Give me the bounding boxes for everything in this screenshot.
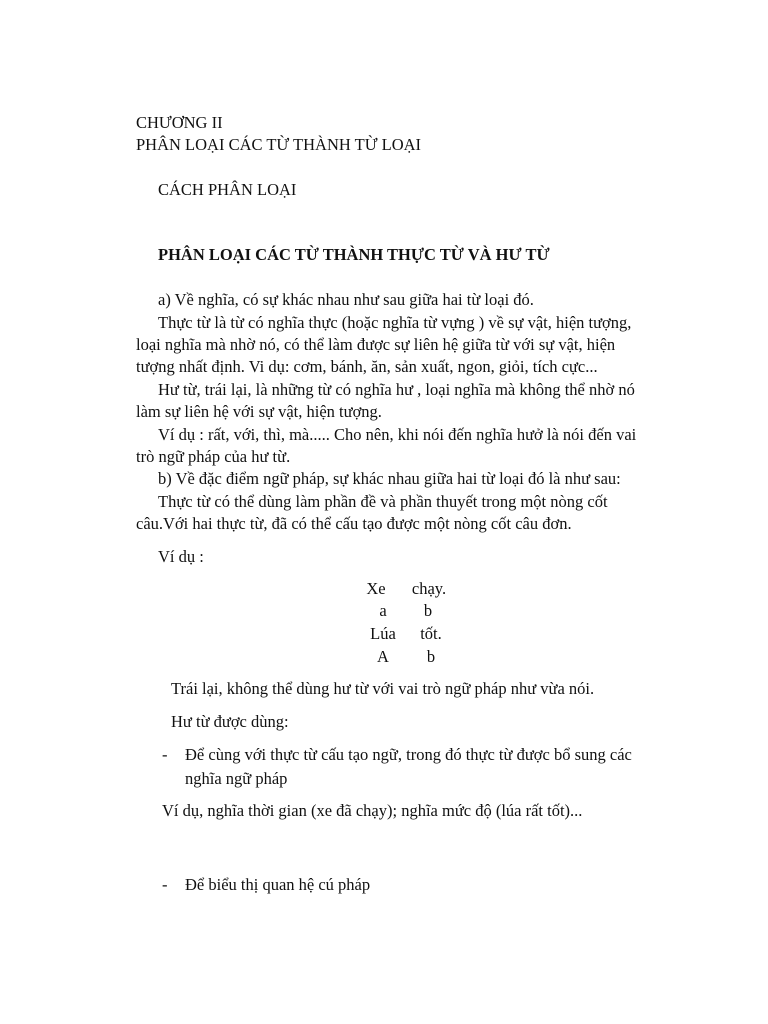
paragraph-vidu-line-2: trò ngữ pháp của hư từ. — [136, 447, 291, 466]
section-subheading: PHÂN LOẠI CÁC TỪ THÀNH THỰC TỪ VÀ HƯ TỪ — [158, 245, 550, 264]
paragraph-hu-tu-line-2: làm sự liên hệ với sự vật, hiện tượng. — [136, 402, 382, 421]
example-role: A — [377, 647, 389, 666]
paragraph-hu-tu-duoc-dung: Hư từ được dùng: — [171, 712, 289, 731]
bullet-1-line-1: Để cùng với thực từ cấu tạo ngữ, trong đó thực từ được bổ sung các — [185, 745, 632, 764]
paragraph-trai-lai: Trái lại, không thể dùng hư từ với vai trò ngữ pháp như vừa nói. — [171, 679, 595, 698]
example-word: Lúa — [370, 624, 396, 643]
paragraph-a-intro: a) Về nghĩa, có sự khác nhau như sau giữa hai từ loại đó. — [158, 290, 534, 309]
paragraph-vidu-nghia: Ví dụ, nghĩa thời gian (xe đã chạy); nghĩa mức độ (lúa rất tốt)... — [162, 801, 583, 820]
bullet-marker: - — [162, 745, 168, 764]
section-heading: CÁCH PHÂN LOẠI — [158, 180, 297, 199]
example-role: b — [426, 647, 436, 666]
bullet-marker: - — [162, 875, 168, 894]
paragraph-vidu-line-1: Ví dụ : rất, với, thì, mà..... Cho nên, khi nói đến nghĩa hưở là nói đến vai — [158, 425, 637, 444]
example-role: a — [379, 601, 387, 620]
example-word: chạy. — [411, 579, 447, 598]
chapter-title: PHÂN LOẠI CÁC TỪ THÀNH TỪ LOẠI — [136, 135, 422, 154]
example-label: Ví dụ : — [158, 547, 204, 566]
example-word: tốt. — [420, 624, 442, 643]
paragraph-b-intro: b) Về đặc điểm ngữ pháp, sự khác nhau giữa hai từ loại đó là như sau: — [158, 469, 621, 488]
example-word: Xe — [366, 579, 386, 598]
example-role: b — [423, 601, 433, 620]
paragraph-b-line-1: Thực từ có thể dùng làm phần đề và phần thuyết trong một nòng cốt — [158, 492, 608, 511]
paragraph-thuc-tu-line-3: tượng nhất định. Vi dụ: cơm, bánh, ăn, sản xuất, ngon, giỏi, tích cực... — [136, 357, 598, 376]
paragraph-b-line-2: câu.Với hai thực từ, đã có thể cấu tạo được một nòng cốt câu đơn. — [136, 514, 572, 533]
paragraph-hu-tu-line-1: Hư từ, trái lại, là những từ có nghĩa hư , loại nghĩa mà không thể nhờ nó — [158, 380, 635, 399]
paragraph-thuc-tu-line-1: Thực từ là từ có nghĩa thực (hoặc nghĩa từ vựng ) về sự vật, hiện tượng, — [158, 313, 632, 332]
chapter-number: CHƯƠNG II — [136, 113, 223, 132]
bullet-2-line: Để biểu thị quan hệ cú pháp — [185, 875, 371, 894]
bullet-1-line-2: nghĩa ngữ pháp — [185, 769, 288, 788]
paragraph-thuc-tu-line-2: loại nghĩa mà nhờ nó, có thể làm được sự liên hệ giữa từ với sự vật, hiện — [136, 335, 616, 354]
